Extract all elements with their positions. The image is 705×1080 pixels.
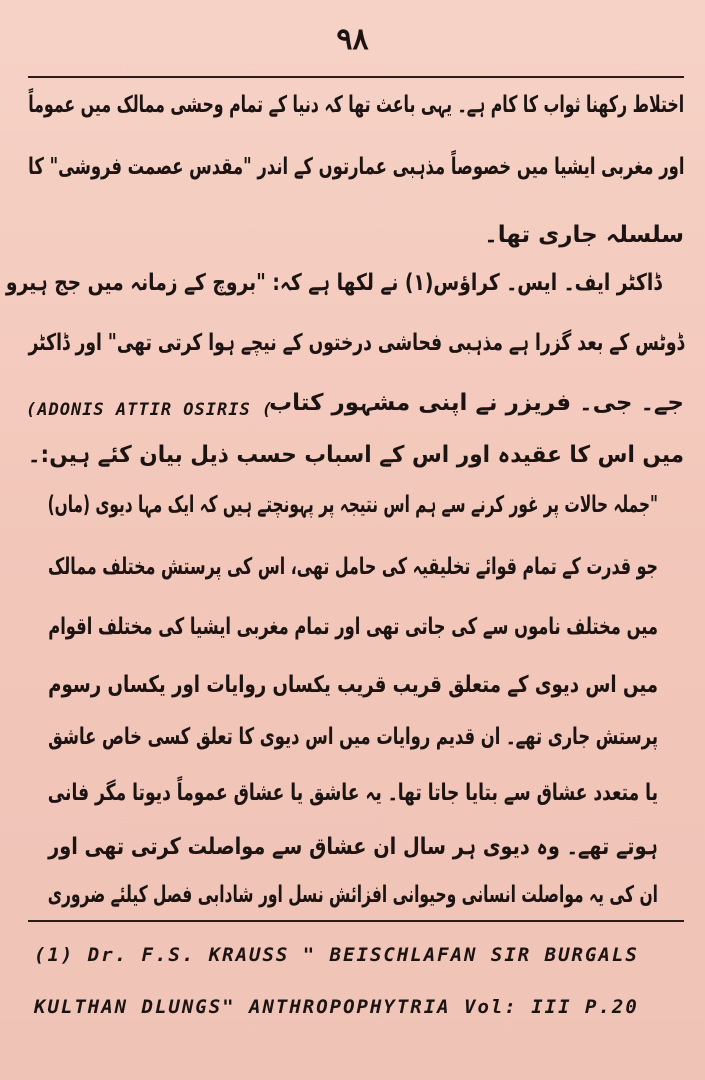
quote-line: یا متعدد عشاق سے بتایا جاتا تھا۔ یہ عاشق یا عشاق عموماً دیوتا مگر فانی xyxy=(47,780,658,806)
text-line: اور مغربی ایشیا میں خصوصاً مذہبی عمارتوں کے اندر "مقدس عصمت فروشی" کا xyxy=(27,154,684,180)
footnote-line-2: KULTHAN DLUNGS" ANTHROPOPHYTRIA Vol: III P.20 xyxy=(34,996,639,1018)
text-line: اختلاط رکھنا ثواب کا کام ہے۔ یہی باعث تھا کہ دنیا کے تمام وحشی ممالک میں عموماً xyxy=(28,92,684,118)
text-line: جے۔ جی۔ فریزر نے اپنی مشہور کتاب xyxy=(268,390,684,416)
quote-line: میں مختلف ناموں سے کی جاتی تھی اور تمام مغربی ایشیا کی مختلف اقوام xyxy=(48,614,659,640)
book-title-latin: (ADONIS ATTIR OSIRIS ( xyxy=(26,400,274,420)
footnote-rule xyxy=(28,920,684,922)
quote-line: "جملہ حالات پر غور کرنے سے ہم اس نتیجہ پر پہونچتے ہیں کہ ایک مہا دیوی (ماں) xyxy=(47,492,659,518)
quote-line: ان کی یہ مواصلت انسانی وحیوانی افزائش نسل اور شادابی فصل کیلئے ضروری xyxy=(47,882,658,908)
text-line: میں اس کا عقیدہ اور اس کے اسباب حسب ذیل بیان کئے ہیں:۔ xyxy=(27,442,684,468)
text-line: سلسلہ جاری تھا۔ xyxy=(484,222,684,248)
quote-line: جو قدرت کے تمام قوائے تخلیقیہ کی حامل تھی، اس کی پرستش مختلف ممالک xyxy=(48,554,658,580)
text-line: ڈاکٹر ایف۔ ایس۔ کراؤس(۱) نے لکھا ہے کہ: "بروچ کے زمانہ میں جج ہیرو xyxy=(6,270,662,296)
quote-line: میں اس دیوی کے متعلق قریب قریب یکساں روایات اور یکساں رسوم xyxy=(48,672,658,698)
quote-line: ہوتے تھے۔ وہ دیوی ہر سال ان عشاق سے مواصلت کرتی تھی اور xyxy=(48,834,658,860)
text-line: ڈوٹس کے بعد گزرا ہے مذہبی فحاشی درختوں کے نیچے ہوا کرتی تھی" اور ڈاکٹر xyxy=(28,330,684,356)
header-rule xyxy=(28,76,684,78)
quote-line: پرستش جاری تھے۔ ان قدیم روایات میں اس دیوی کا تعلق کسی خاص عاشق xyxy=(48,724,659,750)
page-number: ۹۸ xyxy=(336,22,369,57)
footnote-line-1: (1) Dr. F.S. KRAUSS " BEISCHLAFAN SIR BURGALS xyxy=(34,944,639,966)
